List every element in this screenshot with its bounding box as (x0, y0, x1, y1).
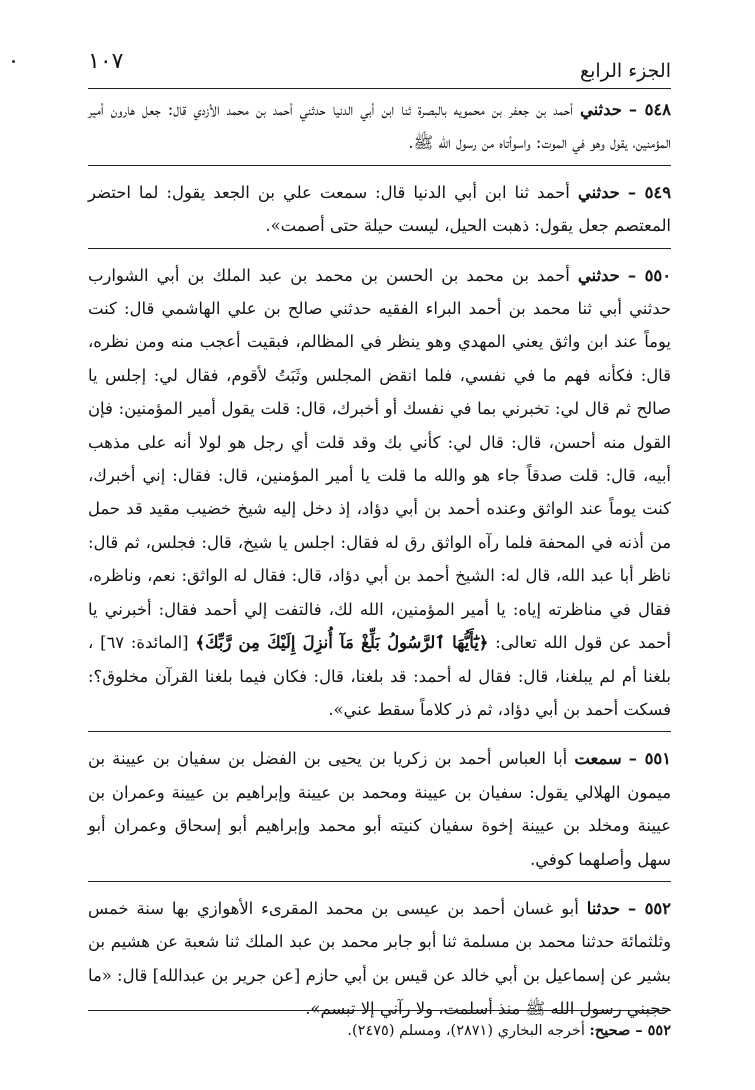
hadith-text (88, 259, 671, 727)
hadith-body: أبو غسان أحمد بن عيسى بن محمد المقرىء الأهوازي بها سنة خمس وثلثمائة حدثنا محمد بن مسلمة ثنا أبو جابر محمد بن عبد الملك ثنا شعبة عن هشيم بن بشير عن إسماعيل بن أبي خالد عن قيس بن أبي حازم [عن جرير بن عبدالله] قال: «ما حجبني رسول الله ﷺ منذ أسلمت، ولا رآني إلا تبسم». (88, 898, 671, 1019)
hadith-text (88, 742, 671, 876)
hadith-551 (88, 742, 671, 882)
hadith-number: ٥٥١ – (628, 749, 671, 769)
hadith-body: أبا العباس أحمد بن زكريا بن يحيى بن الفضل بن سفيان بن عيينة بن ميمون الهلالي يقول: سفيان بن عيينة ومحمد بن عيينة وإبراهيم بن عيينة وعمران بن عيينة ومخلد بن عيينة إخوة سفيان كنيته أبو محمد وإبراهيم أبو إسحاق وعمران أبو سهل وأصلهما كوفي. (88, 749, 671, 869)
footnote-text: أخرجه البخاري (٢٨٧١)، ومسلم (٢٤٧٥). (347, 1023, 585, 1039)
hadith-lead-word: حدثنا (586, 898, 620, 918)
hadith-549 (88, 176, 671, 249)
hadith-lead-word: حدثني (579, 100, 622, 119)
hadith-list (88, 93, 671, 1041)
hadith-body-continued: [المائدة: ٦٧] ، بلغنا أم لم يبلغنا، قال: فقال له أحمد: قد بلغنا، قال: فكان فيما بلغنا القرآن مخلوق؟: فسكت أحمد بن أبي دؤاد، ثم ذر كلاماً سقط عني». (88, 633, 671, 719)
hadith-lead-word: حدثني (577, 265, 620, 285)
page-number: ١٠٧ (88, 49, 124, 74)
hadith-text (88, 176, 671, 243)
hadith-body: أحمد ثنا ابن أبي الدنيا قال: سمعت علي بن الجعد يقول: لما احتضر المعتصم جعل يقول: ذهبت الحيل، ليست حيلة حتى أصمت». (88, 182, 671, 236)
running-head: الجزء الرابع (579, 60, 671, 82)
hadith-number: ٥٤٨ – (628, 100, 671, 119)
hadith-body: أحمد بن محمد بن الحسن بن محمد بن عبد الملك بن أبي الشوارب حدثني أبي ثنا محمد بن أحمد البراء الفقيه حدثني صالح بن علي الهاشمي قال: كنت يوماً عند ابن واثق يعني المهدي وهو ينظر في المظالم، فبقيت أعجب منه ومن نظره، قال: فكأنه فهم ما في نفسي، فلما انقض المجلس وثَبَتُ لأقوم، فقال لي: إجلس يا صالح ثم قال لي: تخبرني بما في نفسك أو أخبرك، قال: قلت يقول أمير المؤمنين: فإن القول منه أحسن، قال: قال لي: كأني بك وقد قلت أي رجل هو لولا أنه على مذهب أبيه، قال: قلت صدقاً جاء هو والله ما قلت يا أمير المؤمنين، قال: فقال: إني أخبرك، كنت يوماً عند الواثق وعنده أحمد بن أبي دؤاد، إذ دخل إليه شيخ خضيب مقيد قد حمل من أذنه في المحفة فلما رآه الواثق رق له فقال: اجلس يا شيخ، قال: فجلس، ثم قال: ناظر أبا عبد الله، قال له: الشيخ أحمد بن أبي دؤاد، قال: فقال له الواثق: نعم، وناظره، فقال في مناظرته إياه: يا أمير المؤمنين، الله لك، فالتفت إلي أحمد فقال: أخبرني يا أحمد عن قول الله تعالى: (88, 265, 671, 653)
hadith-number: ٥٥٢ – (627, 898, 671, 918)
scan-speck (12, 60, 15, 63)
hadith-number: ٥٤٩ – (627, 182, 672, 202)
hadith-number: ٥٥٠ – (627, 265, 672, 285)
hadith-text (88, 93, 671, 160)
page-header (88, 42, 671, 89)
hadith-lead-word: حدثني (577, 182, 620, 202)
footnote-label: ٥٥٢ – صحيح: (589, 1022, 671, 1039)
quran-verse: ﴿يَٰٓأَيُّهَا ٱلرَّسُولُ بَلِّغْ مَآ أُنزِلَ إِلَيْكَ مِن رَّبِّكَ﴾ (195, 633, 489, 653)
hadith-body: أحمد بن جعفر بن محمويه بالبصرة ثنا ابن أبي الدنيا حدثني أحمد بن محمد الأزدي قال: جعل هارون أمير المؤمنين، يقول وهو في الموت: واسوأتاه من رسول الله ﷺ. (88, 100, 671, 153)
hadith-548 (88, 93, 671, 166)
footnote (88, 1010, 671, 1043)
hadith-550 (88, 259, 671, 733)
hadith-lead-word: سمعت (574, 749, 622, 769)
hadith-text (88, 892, 671, 1026)
